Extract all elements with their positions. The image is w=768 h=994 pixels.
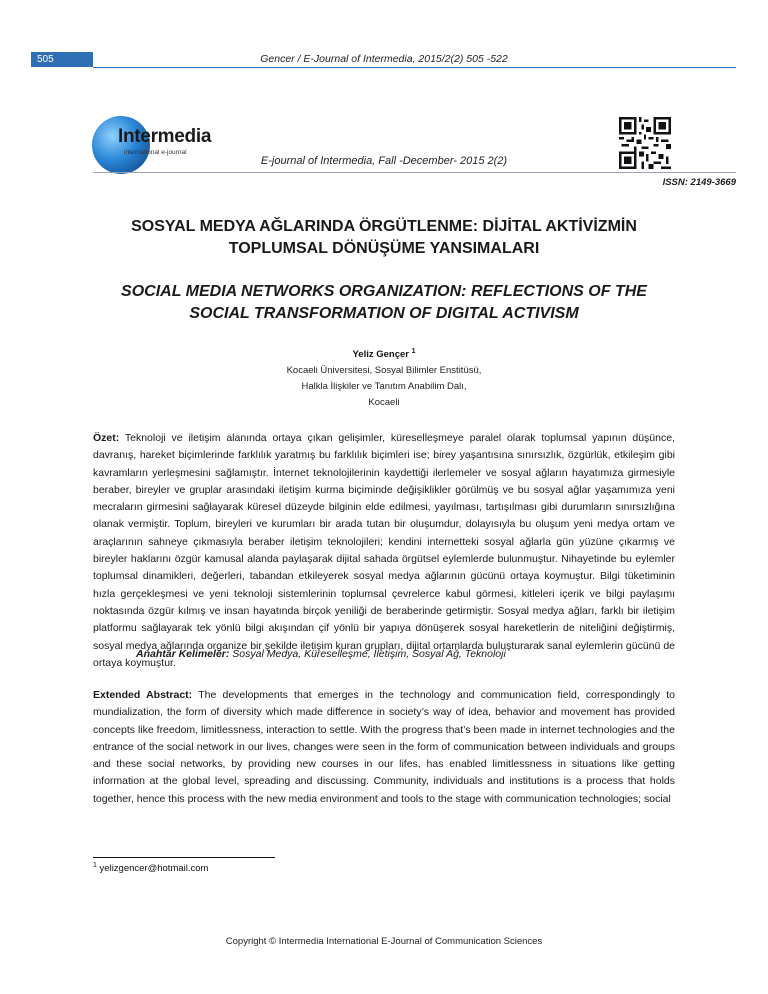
affiliation-line: Kocaeli xyxy=(368,397,400,408)
keywords-label: Anahtar Kelimeler: xyxy=(136,648,230,660)
footnote xyxy=(93,862,208,874)
extended-label: Extended Abstract: xyxy=(93,689,193,701)
affiliation-line: Halkla İlişkiler ve Tanıtım Anabilim Dalı, xyxy=(301,381,467,392)
journal-issue-line: E-journal of Intermedia, Fall -December- 2015 2(2) xyxy=(260,155,508,167)
keywords-text: Sosyal Medya, Küreselleşme, İletişim, Sosyal Ağ, Teknoloji xyxy=(232,648,506,660)
footnote-email: yelizgencer@hotmail.com xyxy=(99,863,209,875)
ozet-text: Teknoloji ve iletişim alanında ortaya çıkan gelişimler, küreselleşmeye paralel olarak toplumsal yapının düşünce, davranış, hareket biçimlerinde farklılık yaratmış bu farklılık biçimleri ise; birey yaşantısına sınırsızlık, özgürlük, etkileşim gibi kavramların yerleşmesini sağlamıştır. İnternet teknolojilerinin kaydettiği ilerlemeler ve sosyal ağların hayatımıza girmesiyle beraber, bireyler ve gruplar arasındaki iletişim kurma biçiminde değişiklikler görülmüş ve bu sosyal ağlar yaşamımıza yeni mecraların girmesini sağlayarak küresel düzeyde bilginin elde edilmesi, yayılması, tartışılması gibi durumların sınırsızlığına olanak vermiştir. Toplum, bireyleri ve kurumları bir arada tutan bir oluşumdur, dolayısıyla bu oluşum yeni medya ortam ve araçlarının sahneye çıkmasıyla beraber iletişim teknolojileri; kendini internetteki sosyal ağlarla gün yüzüne çıkarmış ve bireyler haklarını özgür kamusal alanda paylaşarak dijital sahada örgütsel eylemlerde bulunmuştur. Nihayetinde bu eylemler toplumsal dinamikleri, değerleri, tabandan etkileyerek sosyal medya ağlarının gücünü ortaya koymuştur. Bilgi tüketiminin hızla gerçekleşmesi ve yeni teknoloji sistemlerinin toplumsal çevrelerce kabul görmesi, kitleleri içerik ve bilgi paylaşımı noktasında özgür kılmış ve insan hayatında birçok yeniliği de beraberinde getirmiştir. Sosyal medya ağları, farklı bir iletişim platformu sağlayarak tek yönlü bilgi akışından çif yönlü bir yapıya dönüşerek sosyal hareketlerin de niteliğini değiştirmiş, sosyal medya ağlarında organize bir şekilde iletişim kuran grupları, dijital ortamlarda buluşturarak sanal eylemlerin gücünü de ortaya koymuştur. xyxy=(93,432,675,669)
copyright: Copyright © Intermedia International E-Journal of Communication Sciences xyxy=(225,936,543,947)
author-name xyxy=(0,348,768,360)
header-rule xyxy=(93,67,736,68)
footnote-marker: 1 xyxy=(93,862,97,869)
affiliation-line: Kocaeli Üniversitesi, Sosyal Bilimler Enstitüsü, xyxy=(286,365,482,376)
keywords xyxy=(136,648,506,660)
extended-abstract xyxy=(93,687,675,808)
author-name-text: Yeliz Gençer xyxy=(352,349,409,361)
footnote-rule xyxy=(93,857,275,858)
ozet-label: Özet: xyxy=(93,432,120,444)
logo-subtitle: international e-journal xyxy=(124,149,187,156)
running-head: Gencer / E-Journal of Intermedia, 2015/2(2) 505 -522 xyxy=(260,53,508,65)
page-number: 505 xyxy=(31,52,93,67)
journal-logo xyxy=(92,116,242,176)
issn: ISSN: 2149-3669 xyxy=(662,177,736,188)
title-turkish: SOSYAL MEDYA AĞLARINDA ÖRGÜTLENME: DİJİTAL AKTİVİZMİN TOPLUMSAL DÖNÜŞÜME YANSIMALARI xyxy=(131,218,637,257)
title-english: SOCIAL MEDIA NETWORKS ORGANIZATION: REFLECTIONS OF THE SOCIAL TRANSFORMATION OF DIGITAL ACTIVISM xyxy=(121,283,647,322)
author-footnote-marker: 1 xyxy=(411,348,416,355)
affiliation xyxy=(0,363,768,411)
ozet-abstract xyxy=(93,430,675,672)
logo-name: Intermedia xyxy=(118,126,212,147)
extended-text: The developments that emerges in the technology and communication field, correspondingly to mundialization, the form of diversity which made difference in society’s way of idea, behavior and movement has provided concepts like freedom, limitlessness, interaction to settle. With the progress that’s been made in internet technologies and the entrance of the social network in our lives, changes were seen in the form of communication between individuals and groups and these social networks, by providing new courses in our lifes, has enabled limitlessness in situations like getting information at the global level, spreading and discussing. Community, individuals and institutions is a process that holds together, hence this process with the new media environment and tools to the stage with communication technologies; social xyxy=(93,689,675,805)
issn-rule xyxy=(93,172,736,173)
